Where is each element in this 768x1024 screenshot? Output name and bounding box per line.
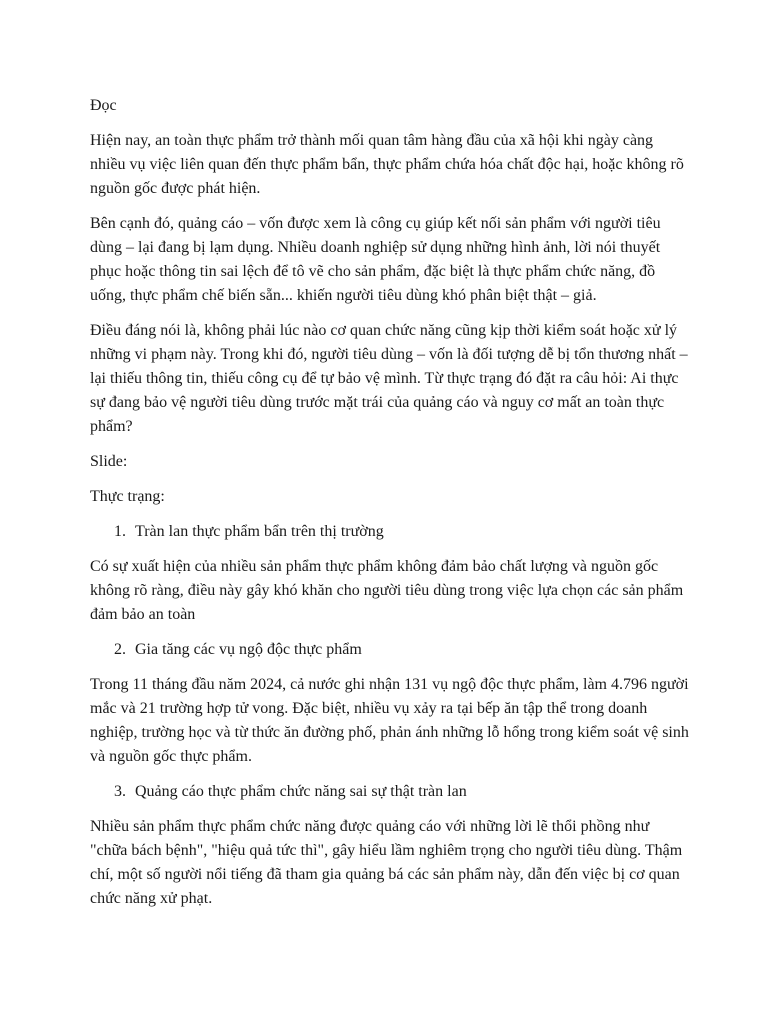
list-item-2 bbox=[90, 638, 690, 662]
list-item-1 bbox=[90, 520, 690, 544]
list-number: 2. bbox=[114, 641, 126, 658]
document-heading: Đọc bbox=[90, 97, 117, 114]
paragraph-question: Điều đáng nói là, không phải lúc nào cơ quan chức năng cũng kịp thời kiểm soát hoặc xử lý những vi phạm này. Trong khi đó, người tiêu dùng – vốn là đối tượng dễ bị tổn thương nhất – lại thiếu thông tin, thiếu công cụ để tự bảo vệ mình. Từ thực trạng đó đặt ra câu hỏi: Ai thực sự đang bảo vệ người tiêu dùng trước mặt trái của quảng cáo và nguy cơ mất an toàn thực phẩm? bbox=[90, 322, 688, 435]
list-item-3 bbox=[90, 780, 690, 804]
list-item-1-body: Có sự xuất hiện của nhiều sản phẩm thực phẩm không đảm bảo chất lượng và nguồn gốc không rõ ràng, điều này gây khó khăn cho người tiêu dùng trong việc lựa chọn các sản phẩm đảm bảo an toàn bbox=[90, 558, 684, 623]
list-number: 3. bbox=[114, 783, 126, 800]
paragraph-intro: Hiện nay, an toàn thực phẩm trở thành mối quan tâm hàng đầu của xã hội khi ngày càng nhiều vụ việc liên quan đến thực phẩm bẩn, thực phẩm chứa hóa chất độc hại, hoặc không rõ nguồn gốc được phát hiện. bbox=[90, 132, 684, 197]
slide-label: Slide: bbox=[90, 453, 128, 470]
document-body bbox=[90, 94, 690, 922]
paragraph-advertising: Bên cạnh đó, quảng cáo – vốn được xem là công cụ giúp kết nối sản phẩm với người tiêu dùng – lại đang bị lạm dụng. Nhiều doanh nghiệp sử dụng những hình ảnh, lời nói thuyết phục hoặc thông tin sai lệch để tô vẽ cho sản phẩm, đặc biệt là thực phẩm chức năng, đồ uống, thực phẩm chế biến sẵn... khiến người tiêu dùng khó phân biệt thật – giả. bbox=[90, 215, 661, 304]
list-item-title: Gia tăng các vụ ngộ độc thực phẩm bbox=[135, 641, 362, 658]
list-item-3-body: Nhiều sản phẩm thực phẩm chức năng được quảng cáo với những lời lẽ thổi phồng như "chữa bách bệnh", "hiệu quả tức thì", gây hiểu lầm nghiêm trọng cho người tiêu dùng. Thậm chí, một số người nổi tiếng đã tham gia quảng bá các sản phẩm này, dẫn đến việc bị cơ quan chức năng xử phạt. bbox=[90, 818, 683, 907]
list-item-title: Tràn lan thực phẩm bẩn trên thị trường bbox=[135, 523, 384, 540]
list-item-2-body: Trong 11 tháng đầu năm 2024, cả nước ghi nhận 131 vụ ngộ độc thực phẩm, làm 4.796 người mắc và 21 trường hợp tử vong. Đặc biệt, nhiều vụ xảy ra tại bếp ăn tập thể trong doanh nghiệp, trường học và từ thức ăn đường phố, phản ánh những lỗ hổng trong kiểm soát vệ sinh và nguồn gốc thực phẩm. bbox=[90, 676, 689, 765]
list-number: 1. bbox=[114, 523, 126, 540]
status-label: Thực trạng: bbox=[90, 488, 165, 505]
list-item-title: Quảng cáo thực phẩm chức năng sai sự thật tràn lan bbox=[135, 783, 467, 800]
